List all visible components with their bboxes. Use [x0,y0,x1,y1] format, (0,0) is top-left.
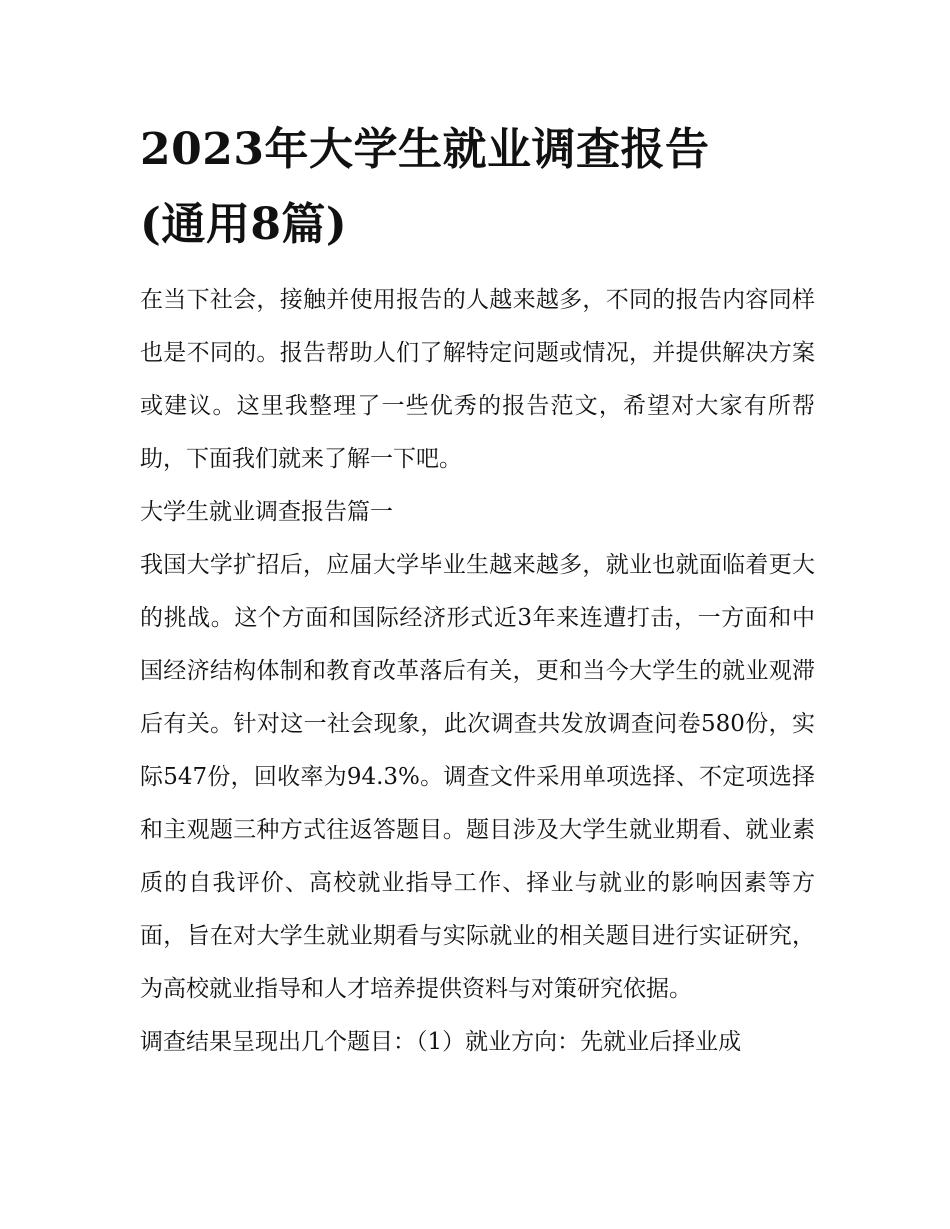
document-content [140,112,815,1069]
document-title [140,112,815,262]
title-line-2: (通用8篇) [140,199,348,250]
body-paragraph: 我国大学扩招后，应届大学毕业生越来越多，就业也就面临着更大的挑战。这个方面和国际经济形式近3年来连遭打击，一方面和中国经济结构体制和教育改革落后有关，更和当今大学生的就业观滞后有关。针对这一社会现象，此次调查共发放调查问卷580份，实际547份，回收率为94.3%。调查文件采用单项选择、不定项选择和主观题三种方式往返答题目。题目涉及大学生就业期看、就业素质的自我评价、高校就业指导工作、择业与就业的影响因素等方面，旨在对大学生就业期看与实际就业的相关题目进行实证研究，为高校就业指导和人才培养提供资料与对策研究依据。 [140,552,815,1002]
title-line-1: 2023年大学生就业调查报告 [140,124,710,175]
intro-paragraph: 在当下社会，接触并使用报告的人越来越多，不同的报告内容同样也是不同的。报告帮助人们了解特定问题或情况，并提供解决方案或建议。这里我整理了一些优秀的报告范文，希望对大家有所帮助，下面我们就来了解一下吧。 [140,287,815,472]
results-paragraph: 调查结果呈现出几个题目：（1）就业方向：先就业后择业成 [140,1029,742,1055]
section-heading: 大学生就业调查报告篇一 [140,499,393,525]
